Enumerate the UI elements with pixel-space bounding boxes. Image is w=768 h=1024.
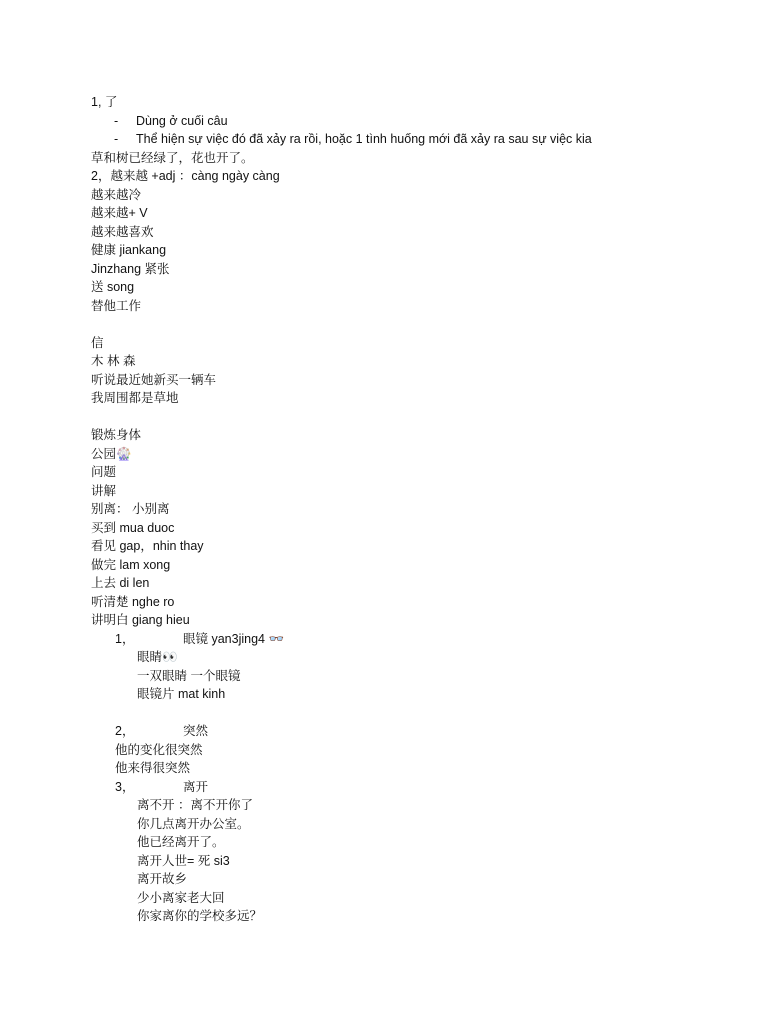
blank-line <box>0 408 768 427</box>
text-line: 离开故乡 <box>137 872 188 886</box>
item-number: 1， <box>115 631 135 646</box>
text-line: 替他工作 <box>91 298 142 313</box>
text-line: 一双眼睛 一个眼镜 <box>137 668 241 683</box>
text-line: 他的变化很突然 <box>115 742 203 757</box>
text-line: 越来越+ V <box>91 206 148 220</box>
text-line: 讲明白 giang hieu <box>91 613 190 627</box>
item-text: 突然 <box>183 724 209 738</box>
text-line: 越来越冷 <box>91 187 142 202</box>
item-number: 3， <box>115 779 135 794</box>
text-line: 木 林 森 <box>91 354 136 368</box>
text-line: 问题 <box>91 465 117 479</box>
numbered-item <box>0 630 768 649</box>
text-line: Jinzhang 紧张 <box>91 261 170 276</box>
text-line: 1, 了 <box>91 95 118 109</box>
text-line: 离不开 ：离不开你了 <box>137 798 253 812</box>
text-line: 别离： 小别离 <box>91 502 170 516</box>
text-line: 信 <box>91 335 104 350</box>
text-line: 做完 lam xong <box>91 557 171 572</box>
text-line: 听清楚 nghe ro <box>91 594 175 609</box>
numbered-item <box>0 778 768 797</box>
item-number: 2， <box>115 724 135 738</box>
text-line: 2，越来越 +adj ：càng ngày càng <box>91 169 280 183</box>
text-line: 买到 mua duoc <box>91 520 175 535</box>
text-line: 听说最近她新买一辆车 <box>91 372 217 387</box>
text-line: 他来得很突然 <box>115 761 191 775</box>
item-text: 眼镜 yan3jing4 👓 <box>183 631 285 646</box>
text-line: 越来越喜欢 <box>91 224 154 239</box>
text-line: 你几点离开办公室。 <box>137 816 250 831</box>
bullet-text: Thể hiện sự việc đó đã xảy ra rồi, hoặc 1 tình huống mới đã xảy ra sau sự việc kia <box>136 132 592 146</box>
bullet-marker: - <box>114 113 119 128</box>
text-line: 我周围都是草地 <box>91 391 179 405</box>
bullet-item <box>0 112 768 131</box>
text-line: 健康 jiankang <box>91 243 167 257</box>
blank-line <box>0 704 768 723</box>
text-line: 上去 di len <box>91 576 150 590</box>
text-line: 眼镜片 mat kinh <box>137 687 226 701</box>
text-line: 草和树已经绿了，花也开了。 <box>91 150 254 165</box>
bullet-item <box>0 130 768 149</box>
blank-line <box>0 315 768 334</box>
text-line: 你家离你的学校多远？ <box>137 909 263 923</box>
text-line: 看见 gap，nhin thay <box>91 539 204 553</box>
text-line: 他已经离开了。 <box>137 835 225 849</box>
bullet-marker: - <box>114 132 119 146</box>
text-line: 锻炼身体 <box>91 428 142 442</box>
text-line: 眼睛👀 <box>137 650 178 664</box>
text-line: 离开人世= 死 si3 <box>137 853 230 868</box>
text-line: 讲解 <box>91 483 117 498</box>
numbered-item <box>0 722 768 741</box>
item-text: 离开 <box>183 779 209 794</box>
document-body <box>0 93 768 926</box>
text-line: 公园🎡 <box>91 446 132 461</box>
bullet-text: Dùng ở cuối câu <box>136 113 228 128</box>
text-line: 送 song <box>91 280 135 294</box>
text-line: 少小离家老大回 <box>137 890 225 905</box>
